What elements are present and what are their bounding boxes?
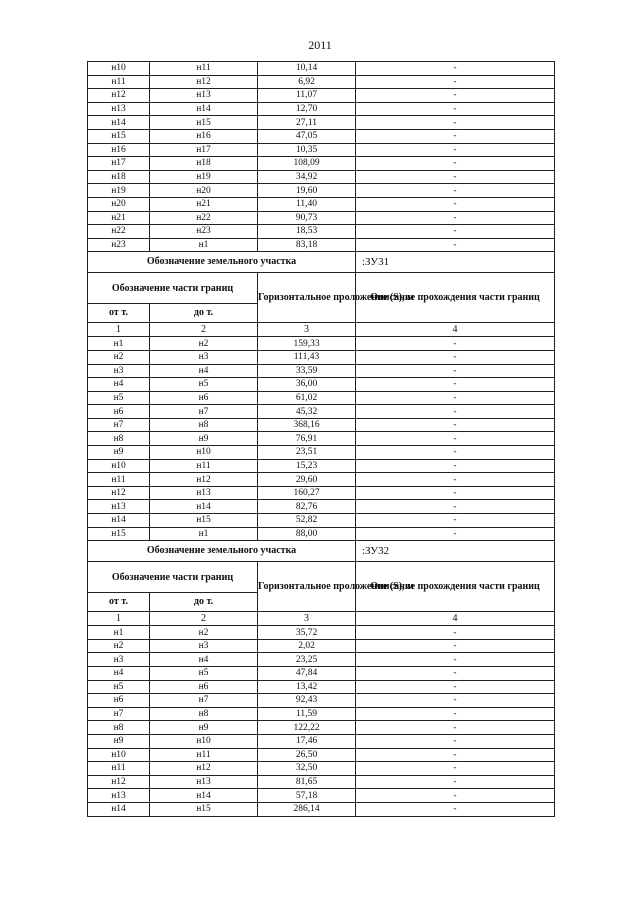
description-cell: - (356, 211, 555, 225)
from-point-cell: н9 (88, 446, 150, 460)
table-row (88, 486, 555, 500)
description-cell: - (356, 527, 555, 541)
table-row (88, 143, 555, 157)
from-point-cell: н1 (88, 337, 150, 351)
to-point-cell: н7 (150, 694, 258, 708)
description-cell: - (356, 721, 555, 735)
from-point-cell: н19 (88, 184, 150, 198)
description-cell: - (356, 143, 555, 157)
from-header: от т. (88, 593, 150, 612)
table-row (88, 626, 555, 640)
description-cell: - (356, 514, 555, 528)
table-row (88, 707, 555, 721)
description-cell: - (356, 775, 555, 789)
description-cell: - (356, 432, 555, 446)
distance-cell: 76,91 (258, 432, 356, 446)
description-cell: - (356, 748, 555, 762)
table-row (88, 459, 555, 473)
table-row (88, 62, 555, 76)
table-row (88, 789, 555, 803)
from-point-cell: н14 (88, 514, 150, 528)
to-point-cell: н14 (150, 500, 258, 514)
from-point-cell: н10 (88, 62, 150, 76)
table-row (88, 734, 555, 748)
description-cell: - (356, 405, 555, 419)
to-point-cell: н2 (150, 626, 258, 640)
description-cell: - (356, 337, 555, 351)
table-row (88, 639, 555, 653)
to-point-cell: н8 (150, 707, 258, 721)
distance-cell: 368,16 (258, 418, 356, 432)
header-row (88, 562, 555, 593)
table-row (88, 75, 555, 89)
column-number: 3 (258, 323, 356, 337)
table-row (88, 225, 555, 239)
description-header: Описание прохождения части границ (356, 273, 555, 323)
horizontal-header: Горизонтальное проложение (S), м (258, 273, 356, 323)
from-point-cell: н10 (88, 748, 150, 762)
from-point-cell: н10 (88, 459, 150, 473)
description-cell: - (356, 680, 555, 694)
to-point-cell: н11 (150, 62, 258, 76)
distance-cell: 160,27 (258, 486, 356, 500)
to-point-cell: н1 (150, 238, 258, 252)
to-point-cell: н6 (150, 680, 258, 694)
distance-cell: 6,92 (258, 75, 356, 89)
to-point-cell: н10 (150, 734, 258, 748)
table-row (88, 446, 555, 460)
from-point-cell: н6 (88, 694, 150, 708)
description-header: Описание прохождения части границ (356, 562, 555, 612)
from-point-cell: н15 (88, 527, 150, 541)
description-cell: - (356, 102, 555, 116)
from-point-cell: н12 (88, 486, 150, 500)
section-title: Обозначение земельного участка (88, 252, 356, 273)
description-cell: - (356, 694, 555, 708)
column-number-row (88, 323, 555, 337)
table-row (88, 197, 555, 211)
description-cell: - (356, 75, 555, 89)
description-cell: - (356, 170, 555, 184)
table-row (88, 694, 555, 708)
from-point-cell: н14 (88, 116, 150, 130)
table-row (88, 89, 555, 103)
from-point-cell: н11 (88, 762, 150, 776)
distance-cell: 33,59 (258, 364, 356, 378)
description-cell: - (356, 626, 555, 640)
table-row (88, 775, 555, 789)
description-cell: - (356, 418, 555, 432)
distance-cell: 23,51 (258, 446, 356, 460)
description-cell: - (356, 653, 555, 667)
to-point-cell: н5 (150, 667, 258, 681)
column-number: 1 (88, 612, 150, 626)
description-cell: - (356, 364, 555, 378)
to-point-cell: н20 (150, 184, 258, 198)
section-title: Обозначение земельного участка (88, 541, 356, 562)
distance-cell: 52,82 (258, 514, 356, 528)
distance-cell: 11,59 (258, 707, 356, 721)
table-row (88, 337, 555, 351)
distance-cell: 88,00 (258, 527, 356, 541)
from-point-cell: н2 (88, 639, 150, 653)
to-point-cell: н21 (150, 197, 258, 211)
to-point-cell: н8 (150, 418, 258, 432)
from-point-cell: н7 (88, 707, 150, 721)
column-number: 2 (150, 612, 258, 626)
to-point-cell: н1 (150, 527, 258, 541)
column-number: 1 (88, 323, 150, 337)
section-title-row (88, 252, 555, 273)
table-row (88, 184, 555, 198)
table-row (88, 527, 555, 541)
from-point-cell: н3 (88, 364, 150, 378)
from-point-cell: н7 (88, 418, 150, 432)
column-number: 3 (258, 612, 356, 626)
description-cell: - (356, 197, 555, 211)
from-point-cell: н6 (88, 405, 150, 419)
distance-cell: 18,53 (258, 225, 356, 239)
distance-cell: 29,60 (258, 473, 356, 487)
to-point-cell: н13 (150, 89, 258, 103)
description-cell: - (356, 350, 555, 364)
description-cell: - (356, 129, 555, 143)
description-cell: - (356, 639, 555, 653)
to-point-cell: н4 (150, 364, 258, 378)
to-point-cell: н6 (150, 391, 258, 405)
from-point-cell: н14 (88, 802, 150, 816)
from-header: от т. (88, 304, 150, 323)
from-point-cell: н13 (88, 102, 150, 116)
from-point-cell: н13 (88, 789, 150, 803)
distance-cell: 13,42 (258, 680, 356, 694)
to-point-cell: н19 (150, 170, 258, 184)
column-number: 4 (356, 323, 555, 337)
table-row (88, 762, 555, 776)
to-point-cell: н13 (150, 775, 258, 789)
distance-cell: 108,09 (258, 157, 356, 171)
description-cell: - (356, 459, 555, 473)
part-title-header: Обозначение части границ (88, 562, 258, 593)
table-row (88, 170, 555, 184)
distance-cell: 34,92 (258, 170, 356, 184)
to-point-cell: н7 (150, 405, 258, 419)
description-cell: - (356, 734, 555, 748)
distance-cell: 83,18 (258, 238, 356, 252)
distance-cell: 81,65 (258, 775, 356, 789)
to-point-cell: н12 (150, 75, 258, 89)
to-header: до т. (150, 593, 258, 612)
table-row (88, 667, 555, 681)
distance-cell: 19,60 (258, 184, 356, 198)
table-row (88, 802, 555, 816)
description-cell: - (356, 184, 555, 198)
distance-cell: 23,25 (258, 653, 356, 667)
from-point-cell: н12 (88, 89, 150, 103)
table-row (88, 378, 555, 392)
distance-cell: 17,46 (258, 734, 356, 748)
from-point-cell: н5 (88, 680, 150, 694)
table-row (88, 680, 555, 694)
table-row (88, 721, 555, 735)
to-point-cell: н11 (150, 748, 258, 762)
description-cell: - (356, 789, 555, 803)
description-cell: - (356, 62, 555, 76)
to-point-cell: н12 (150, 473, 258, 487)
description-cell: - (356, 89, 555, 103)
distance-cell: 82,76 (258, 500, 356, 514)
distance-cell: 11,07 (258, 89, 356, 103)
table-row (88, 432, 555, 446)
table-row (88, 238, 555, 252)
from-point-cell: н4 (88, 667, 150, 681)
to-point-cell: н22 (150, 211, 258, 225)
from-point-cell: н9 (88, 734, 150, 748)
to-point-cell: н9 (150, 432, 258, 446)
table-row (88, 350, 555, 364)
from-point-cell: н11 (88, 473, 150, 487)
from-point-cell: н1 (88, 626, 150, 640)
table-row (88, 211, 555, 225)
description-cell: - (356, 157, 555, 171)
table-row (88, 418, 555, 432)
table-row (88, 653, 555, 667)
to-point-cell: н10 (150, 446, 258, 460)
table-row (88, 157, 555, 171)
table-row (88, 102, 555, 116)
table-row (88, 116, 555, 130)
to-point-cell: н15 (150, 514, 258, 528)
to-point-cell: н14 (150, 789, 258, 803)
from-point-cell: н20 (88, 197, 150, 211)
table-row (88, 129, 555, 143)
description-cell: - (356, 225, 555, 239)
to-point-cell: н3 (150, 639, 258, 653)
distance-cell: 2,02 (258, 639, 356, 653)
description-cell: - (356, 391, 555, 405)
distance-cell: 10,35 (258, 143, 356, 157)
from-point-cell: н16 (88, 143, 150, 157)
distance-cell: 35,72 (258, 626, 356, 640)
from-point-cell: н12 (88, 775, 150, 789)
column-number: 4 (356, 612, 555, 626)
distance-cell: 45,32 (258, 405, 356, 419)
description-cell: - (356, 238, 555, 252)
description-cell: - (356, 473, 555, 487)
description-cell: - (356, 446, 555, 460)
to-point-cell: н17 (150, 143, 258, 157)
table-row (88, 514, 555, 528)
distance-cell: 57,18 (258, 789, 356, 803)
to-point-cell: н2 (150, 337, 258, 351)
distance-cell: 36,00 (258, 378, 356, 392)
to-point-cell: н12 (150, 762, 258, 776)
table-row (88, 500, 555, 514)
page-number: 2011 (308, 38, 332, 52)
to-point-cell: н16 (150, 129, 258, 143)
table-row (88, 364, 555, 378)
description-cell: - (356, 762, 555, 776)
distance-cell: 27,11 (258, 116, 356, 130)
distance-cell: 15,23 (258, 459, 356, 473)
to-point-cell: н9 (150, 721, 258, 735)
description-cell: - (356, 116, 555, 130)
from-point-cell: н21 (88, 211, 150, 225)
parcel-code: :ЗУ31 (356, 252, 555, 273)
description-cell: - (356, 802, 555, 816)
description-cell: - (356, 667, 555, 681)
distance-cell: 286,14 (258, 802, 356, 816)
boundary-table (87, 61, 555, 817)
to-header: до т. (150, 304, 258, 323)
from-point-cell: н3 (88, 653, 150, 667)
from-point-cell: н11 (88, 75, 150, 89)
from-point-cell: н17 (88, 157, 150, 171)
distance-cell: 122,22 (258, 721, 356, 735)
from-point-cell: н23 (88, 238, 150, 252)
to-point-cell: н5 (150, 378, 258, 392)
distance-cell: 12,70 (258, 102, 356, 116)
part-title-header: Обозначение части границ (88, 273, 258, 304)
to-point-cell: н3 (150, 350, 258, 364)
header-row (88, 273, 555, 304)
from-point-cell: н5 (88, 391, 150, 405)
description-cell: - (356, 707, 555, 721)
parcel-code: :ЗУ32 (356, 541, 555, 562)
distance-cell: 159,33 (258, 337, 356, 351)
from-point-cell: н4 (88, 378, 150, 392)
distance-cell: 11,40 (258, 197, 356, 211)
distance-cell: 47,05 (258, 129, 356, 143)
to-point-cell: н23 (150, 225, 258, 239)
from-point-cell: н22 (88, 225, 150, 239)
column-number-row (88, 612, 555, 626)
table-row (88, 405, 555, 419)
to-point-cell: н15 (150, 802, 258, 816)
distance-cell: 111,43 (258, 350, 356, 364)
distance-cell: 92,43 (258, 694, 356, 708)
distance-cell: 10,14 (258, 62, 356, 76)
table-row (88, 391, 555, 405)
table-row (88, 473, 555, 487)
from-point-cell: н18 (88, 170, 150, 184)
distance-cell: 90,73 (258, 211, 356, 225)
section-title-row (88, 541, 555, 562)
to-point-cell: н15 (150, 116, 258, 130)
distance-cell: 47,84 (258, 667, 356, 681)
column-number: 2 (150, 323, 258, 337)
distance-cell: 61,02 (258, 391, 356, 405)
description-cell: - (356, 500, 555, 514)
horizontal-header: Горизонтальное проложение (S), м (258, 562, 356, 612)
description-cell: - (356, 486, 555, 500)
from-point-cell: н8 (88, 432, 150, 446)
to-point-cell: н4 (150, 653, 258, 667)
to-point-cell: н11 (150, 459, 258, 473)
to-point-cell: н14 (150, 102, 258, 116)
boundary-table-body (88, 62, 555, 817)
to-point-cell: н13 (150, 486, 258, 500)
table-row (88, 748, 555, 762)
to-point-cell: н18 (150, 157, 258, 171)
from-point-cell: н2 (88, 350, 150, 364)
description-cell: - (356, 378, 555, 392)
from-point-cell: н8 (88, 721, 150, 735)
from-point-cell: н13 (88, 500, 150, 514)
from-point-cell: н15 (88, 129, 150, 143)
distance-cell: 32,50 (258, 762, 356, 776)
distance-cell: 26,50 (258, 748, 356, 762)
